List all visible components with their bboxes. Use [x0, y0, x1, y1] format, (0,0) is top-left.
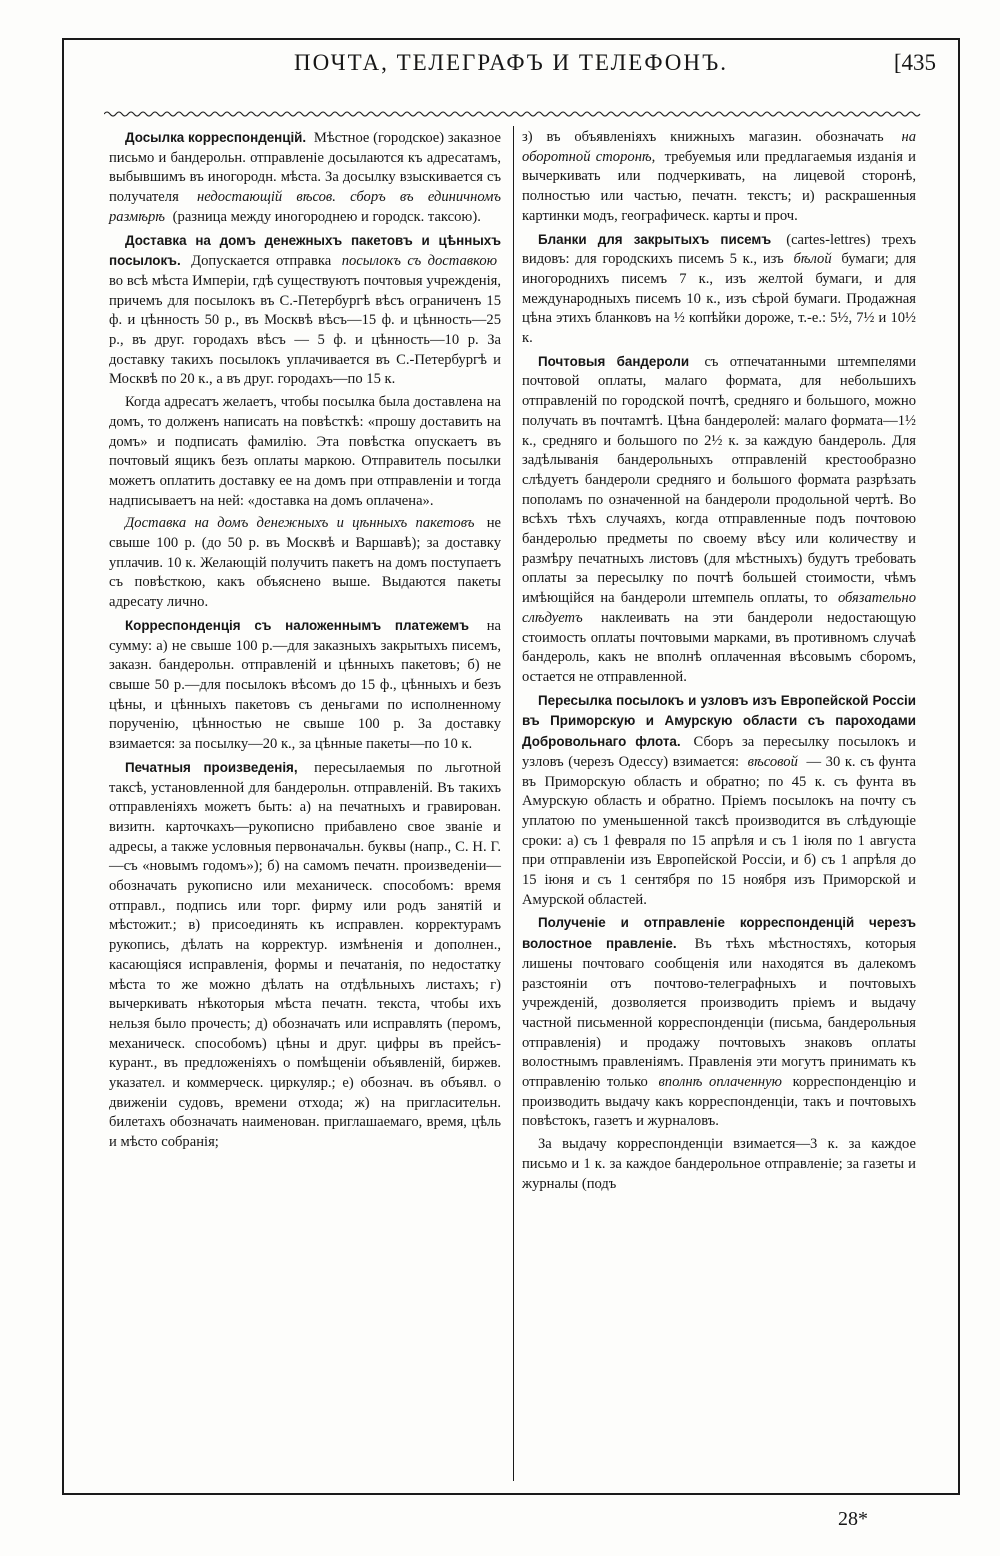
paragraph — [109, 393, 501, 511]
paragraph-heading: Корреспонденція съ наложеннымъ платежемъ — [125, 617, 469, 633]
paragraph-text-after: не свыше 100 р. (до 50 р. въ Москвѣ и Варшавѣ); за доставку уплачив. 10 к. Желающій получить пакетъ на домъ поступаетъ съ повѣсткою, какъ объяснено выше. Выдаются пакеты адресату лично. — [109, 515, 502, 611]
paragraph-text-after: наклеивать на эти бандероли недостающую стоимость оплаты почтовыми марками, въ противномъ случаѣ бандероль, какъ не вполнѣ оплаченная вѣсовымъ сборомъ, остается не отправленной. — [522, 609, 916, 685]
paragraph-text: на сумму: а) не свыше 100 р.—для заказныхъ закрытыхъ писемъ, заказн. бандерольн. отправленій и цѣнныхъ пакетовъ; б) не свыше 50 р.—для посылокъ вѣсомъ до 15 ф., цѣнныхъ и безъ цѣны, и цѣнныхъ пакетовъ съ деньгами по исполненному порученію, цѣнностью не свыше 100 р. За доставку взимается: за посылку—20 к., за цѣнные пакеты—по 10 к. — [109, 617, 501, 753]
paragraph-text: Допускается отправка — [191, 253, 338, 270]
paragraph-text-after: — 30 к. съ фунта въ Приморскую область и обратно; по 45 к. съ фунта въ Амурскую область и обратно. Пріемъ посылокъ на почту съ уплатою по уменьшенной таксѣ производится въ слѣдующіе сроки: а) съ 1 февраля по 15 апрѣля и съ 1 іюля по 1 августа при отправленіи изъ Европейской Россіи, и б) съ 1 апрѣля до 15 іюня и съ 1 сентября по 15 ноября изъ Приморской и Амурской областей. — [522, 753, 916, 908]
signature-mark: 28* — [838, 1508, 868, 1530]
paragraph-text: Сборъ за пересылку посылокъ и узловъ (черезъ Одессу) взимается: — [522, 734, 916, 770]
italic-text: недостающій вѣсов. сборъ въ единичномъ размѣрѣ — [109, 189, 502, 225]
left-column — [109, 128, 501, 1156]
right-column — [522, 128, 916, 1197]
paragraph — [522, 691, 916, 911]
italic-text: вѣсовой — [747, 753, 798, 770]
paragraph — [109, 758, 501, 1153]
running-title: ПОЧТА, ТЕЛЕГРАФЪ И ТЕЛЕФОНЪ. — [294, 50, 728, 75]
paragraph — [109, 616, 501, 755]
paragraph-heading: Досылка корреспонденцій. — [125, 130, 307, 145]
column-divider — [513, 126, 514, 1481]
page-number: [435 — [893, 50, 936, 75]
italic-text: обязательно слѣдуетъ — [522, 590, 916, 626]
wavy-rule-ornament — [104, 110, 922, 118]
paragraph — [109, 128, 501, 228]
paragraph-text-after: (разница между иногороднею и городск. таксою). — [169, 208, 481, 225]
paragraph-text-after: требуемыя или предлагаемыя изданія и вычеркивать или подчеркивать, на лицевой сторонѣ, полностью или частью, печатн. текстъ; и) раскрашенныя картинки модъ, географическ. карты и проч. — [522, 148, 916, 224]
paragraph-heading: Почтовыя бандероли — [538, 353, 690, 369]
paragraph-text: пересылаемыя по льготной таксѣ, установленной для бандерольн. отправленій. Въ такихъ отправленіяхъ можетъ быть: а) на печатныхъ и гравирован. визитн. карточкахъ—рукописно прибавлено свое званіе и адресы, а также условныя первоначальн. буквы (напр., С. Н. Г.—съ «новымъ годомъ»); б) на самомъ печатн. произведеніи—обозначать рукописно или механическ. способомъ: время отправл., подпись или торг. фирму или родъ занятій и мѣстожит.; в) присоединять къ исправлен. корректурамъ рукопись, дѣлать на корректур. измѣненія и дополнен., касающіяся исправленія, формы и печатанія, по недостатку мѣста то же можно дѣлать на отдѣльныхъ листахъ; г) вычеркивать нѣкоторыя мѣста печатн. текста, чтобы ихъ нельзя было прочесть; д) обозначать или исправлять (перомъ, механическ. способомъ) цѣны и друг. цифры въ прейсъ-курант., въ предложеніяхъ о помѣщеніи объявленій, биржев. указател. и коммерческ. циркуляр.; е) обознач. въ объявл. о движеніи судовъ, времени отхода; ж) на пригласительн. билетахъ обозначать наименован. приглашаемаго, время, цѣль и мѣсто собранія; — [109, 759, 502, 1151]
paragraph-text-after: бумаги; для иногороднихъ писемъ 7 к., изъ желтой бумаги, и для международныхъ писемъ 10 к., изъ сѣрой бумаги. Продажная цѣна этихъ бланковъ на ½ копѣйки дороже, т.-е.: 5½, 7½ и 10½ к. — [522, 251, 916, 347]
paragraph-text-after: во всѣ мѣста Имперіи, гдѣ существуютъ почтовыя учрежденія, причемъ для посылокъ въ С.-Петербургѣ вѣсъ ограниченъ 15 ф. и цѣнность 50 р., въ Москвѣ вѣсъ—15 ф. и цѣнность—25 р., въ друг. городахъ вѣсъ — 5 ф. и цѣнность—10 р. За доставку такихъ посылокъ уплачивается въ С.-Петербургѣ и Москвѣ по 20 к., а въ друг. городахъ—по 15 к. — [109, 272, 501, 388]
paragraph-text: з) въ объявленіяхъ книжныхъ магазин. обозначать — [522, 129, 898, 145]
paragraph-text: съ отпечатанными штемпелями почтовой оплаты, малаго формата, для небольшихъ отправленій по городской почтѣ, средняго и большого, можно получать въ почтамтѣ. Цѣна бандеролей: малаго формата—1½ к., средняго и большого по 2½ к. за каждую бандероль. Для задѣлыванія бандерольныхъ отправленій крестообразно слѣдуетъ бандероли средняго и большого формата разрѣзать пополамъ по означенной на бандероли продольной чертѣ. Во всѣхъ тѣхъ случаяхъ, когда отправленные подъ почтовою бандеролью предметы по своему вѣсу или количеству и размѣру печатныхъ листовъ (для мѣстныхъ) будутъ требовать оплаты за пересылку по почтѣ большей стоимости, чѣмъ имѣющійся на бандероли штемпель оплаты, то — [522, 353, 917, 607]
paragraph-heading: Полученіе и отправленіе корреспонденцій черезъ волостное правленіе. — [522, 915, 916, 952]
paragraph — [522, 230, 916, 349]
paragraph-text: (cartes-lettres) трехъ видовъ: для городскихъ писемъ 5 к., изъ — [522, 231, 916, 268]
italic-text: посылокъ съ доставкою — [341, 253, 497, 270]
paragraph — [109, 231, 501, 391]
page-frame — [62, 38, 960, 1495]
paragraph — [522, 128, 916, 227]
paragraph-heading: Пересылка посылокъ и узловъ изъ Европейской Россіи въ Приморскую и Амурскую области съ пароходами Добровольнаго флота. — [522, 692, 916, 750]
paragraph — [109, 514, 501, 613]
paragraph-text: Когда адресатъ желаетъ, чтобы посылка была доставлена на домъ, то долженъ написать на повѣсткѣ: «прошу доставить на домъ» и подписать фамилію. Эта повѣстка опускаетъ въ почтовый ящикъ безъ оплаты маркою. Отправитель посылки можетъ оплатить доставку ее на домъ при отправленіи и тогда надписываетъ на ней: «доставка на домъ оплачена». — [109, 394, 501, 509]
italic-text: бѣлой — [793, 251, 832, 268]
italic-text: на оборотной сторонѣ, — [522, 129, 916, 165]
paragraph-text: Въ тѣхъ мѣстностяхъ, которыя лишены почтоваго сообщенія или находятся въ далекомъ разстояніи отъ почтово-телеграфныхъ и почтовыхъ учрежденій, дозволяется производить пріемъ и выдачу частной письменной корреспонденціи (письма, бандерольныя отправленія) и продажу почтовыхъ знаковъ оплаты волостнымъ правленіямъ. Правленія эти могутъ принимать къ отправленію только — [522, 936, 917, 1091]
paragraph-heading: Печатныя произведенія, — [125, 759, 298, 775]
italic-text: Доставка на домъ денежныхъ и цѣнныхъ пакетовъ — [125, 515, 475, 532]
paragraph-text-after: корреспонденцію и производить выдачу какъ корреспонденціи, такъ и почтовыхъ повѣстокъ, газетъ и журналовъ. — [522, 1074, 917, 1130]
paragraph — [522, 913, 916, 1132]
italic-text: вполнѣ оплаченную — [658, 1074, 782, 1091]
paragraph — [522, 352, 916, 688]
paragraph-text: За выдачу корреспонденціи взимается—3 к. за каждое письмо и 1 к. за каждое бандерольное отправленіе; за газеты и журналы (подъ — [522, 1136, 916, 1192]
paragraph-heading: Бланки для закрытыхъ писемъ — [538, 231, 772, 247]
page-header — [64, 48, 958, 86]
paragraph-text: Мѣстное (городское) заказное письмо и бандерольн. отправленіе досылаются къ адресатамъ, выбывшимъ въ иногородн. мѣста. За досылку взыскивается съ получателя — [109, 130, 501, 206]
paragraph-heading: Доставка на домъ денежныхъ пакетовъ и цѣнныхъ посылокъ. — [109, 232, 501, 269]
paragraph — [522, 1135, 916, 1194]
